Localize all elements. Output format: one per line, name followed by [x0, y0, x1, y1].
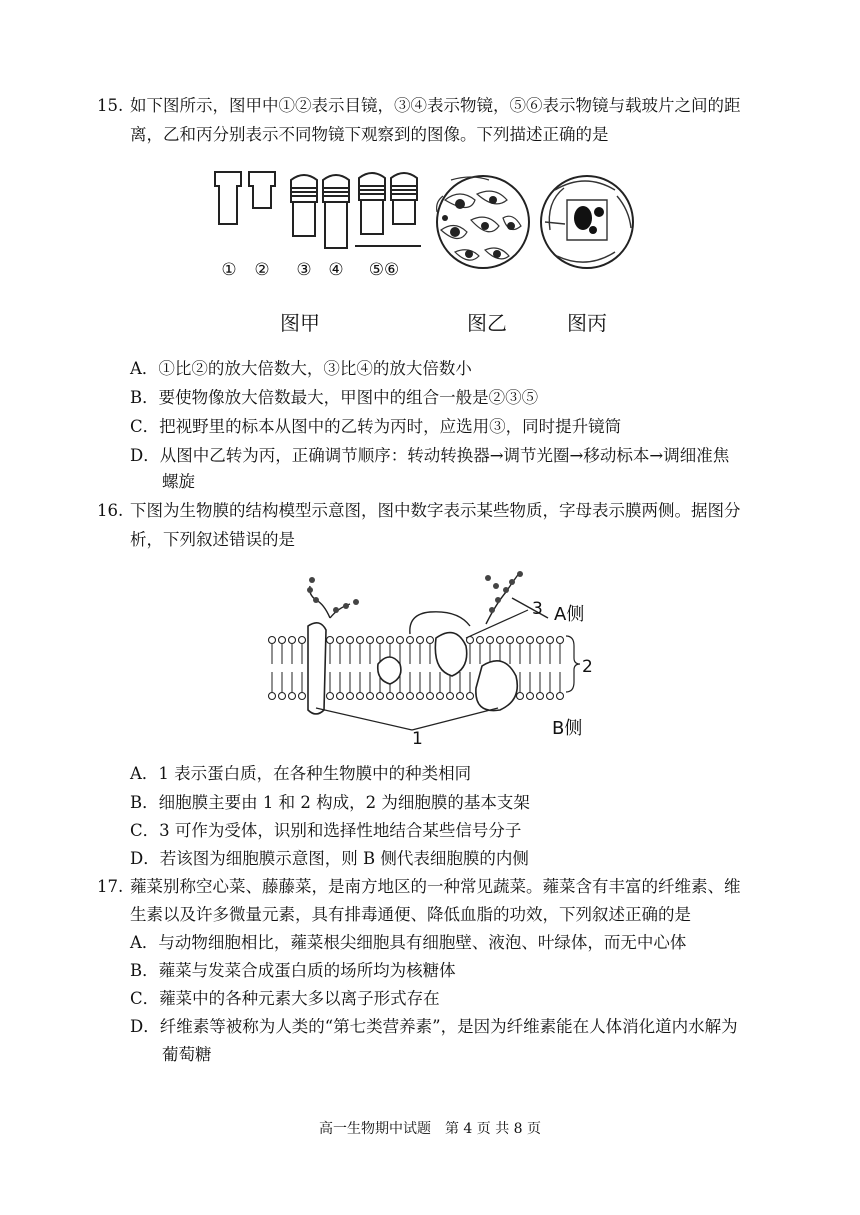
option-a: A．与动物细胞相比，蕹菜根尖细胞具有细胞壁、液泡、叶绿体，而无中心体 [130, 933, 687, 952]
label-side-b: B侧 [552, 718, 583, 739]
option-a: A．1 表示蛋白质，在各种生物膜中的种类相同 [130, 764, 472, 783]
microscope-figure [205, 160, 645, 345]
label-eyepiece-2: ② [254, 260, 270, 280]
question-stem: 离，乙和丙分别表示不同物镜下观察到的图像。下列描述正确的是 [130, 125, 609, 144]
option-d: D．若该图为细胞膜示意图，则 B 侧代表细胞膜的内侧 [130, 849, 529, 868]
label-eyepiece-1: ① [221, 260, 237, 280]
label-2-bilayer: 2 [582, 657, 593, 677]
large-protein [476, 661, 517, 711]
caption-figure-b: 图乙 [467, 311, 507, 335]
option-b: B．蕹菜与发菜合成蛋白质的场所均为核糖体 [130, 961, 456, 980]
option-d: D．纤维素等被称为人类的“第七类营养素”，是因为纤维素能在人体消化道内水解为 [130, 1017, 738, 1036]
label-objective-3: ③ [296, 260, 312, 280]
option-d-continued: 葡萄糖 [162, 1045, 212, 1064]
option-d-continued: 螺旋 [162, 472, 195, 491]
question-stem: 生素以及许多微量元素，具有排毒通便、降低血脂的功效，下列叙述正确的是 [130, 905, 691, 924]
label-1-protein: 1 [412, 729, 423, 749]
option-c: C．蕹菜中的各种元素大多以离子形式存在 [130, 989, 440, 1008]
option-b: B．细胞膜主要由 1 和 2 构成，2 为细胞膜的基本支架 [130, 793, 530, 812]
embedded-protein [378, 657, 401, 684]
label-3-glycoprotein: 3 [532, 599, 543, 619]
option-d: D．从图中乙转为丙，正确调节顺序：转动转换器→调节光圈→移动标本→调细准焦 [130, 446, 730, 465]
question-stem: 下图为生物膜的结构模型示意图，图中数字表示某些物质，字母表示膜两侧。据图分 [130, 501, 741, 520]
question-number: 17. [97, 877, 124, 896]
label-objective-4: ④ [328, 260, 344, 280]
question-stem: 蕹菜别称空心菜、藤藤菜，是南方地区的一种常见蔬菜。蕹菜含有丰富的纤维素、维 [130, 877, 741, 896]
question-number: 16. [97, 501, 124, 520]
option-b: B．要使物像放大倍数最大，甲图中的组合一般是②③⑤ [130, 388, 539, 407]
option-c: C．3 可作为受体，识别和选择性地结合某些信号分子 [130, 821, 522, 840]
option-c: C．把视野里的标本从图中的乙转为丙时，应选用③，同时提升镜筒 [130, 417, 622, 436]
page-footer: 高一生物期中试题 第 4 页 共 8 页 [318, 1121, 542, 1137]
caption-figure-a: 图甲 [280, 311, 320, 335]
label-side-a: A侧 [554, 604, 585, 625]
question-number: 15. [97, 96, 124, 115]
transmembrane-protein [308, 623, 326, 714]
question-stem: 析，下列叙述错误的是 [130, 530, 295, 549]
membrane-figure [260, 568, 600, 753]
label-distance-5-6: ⑤⑥ [368, 260, 400, 280]
caption-figure-c: 图丙 [567, 311, 607, 335]
option-a: A．①比②的放大倍数大，③比④的放大倍数小 [130, 359, 472, 378]
question-stem: 如下图所示，图甲中①②表示目镜，③④表示物镜，⑤⑥表示物镜与载玻片之间的距 [130, 96, 741, 115]
